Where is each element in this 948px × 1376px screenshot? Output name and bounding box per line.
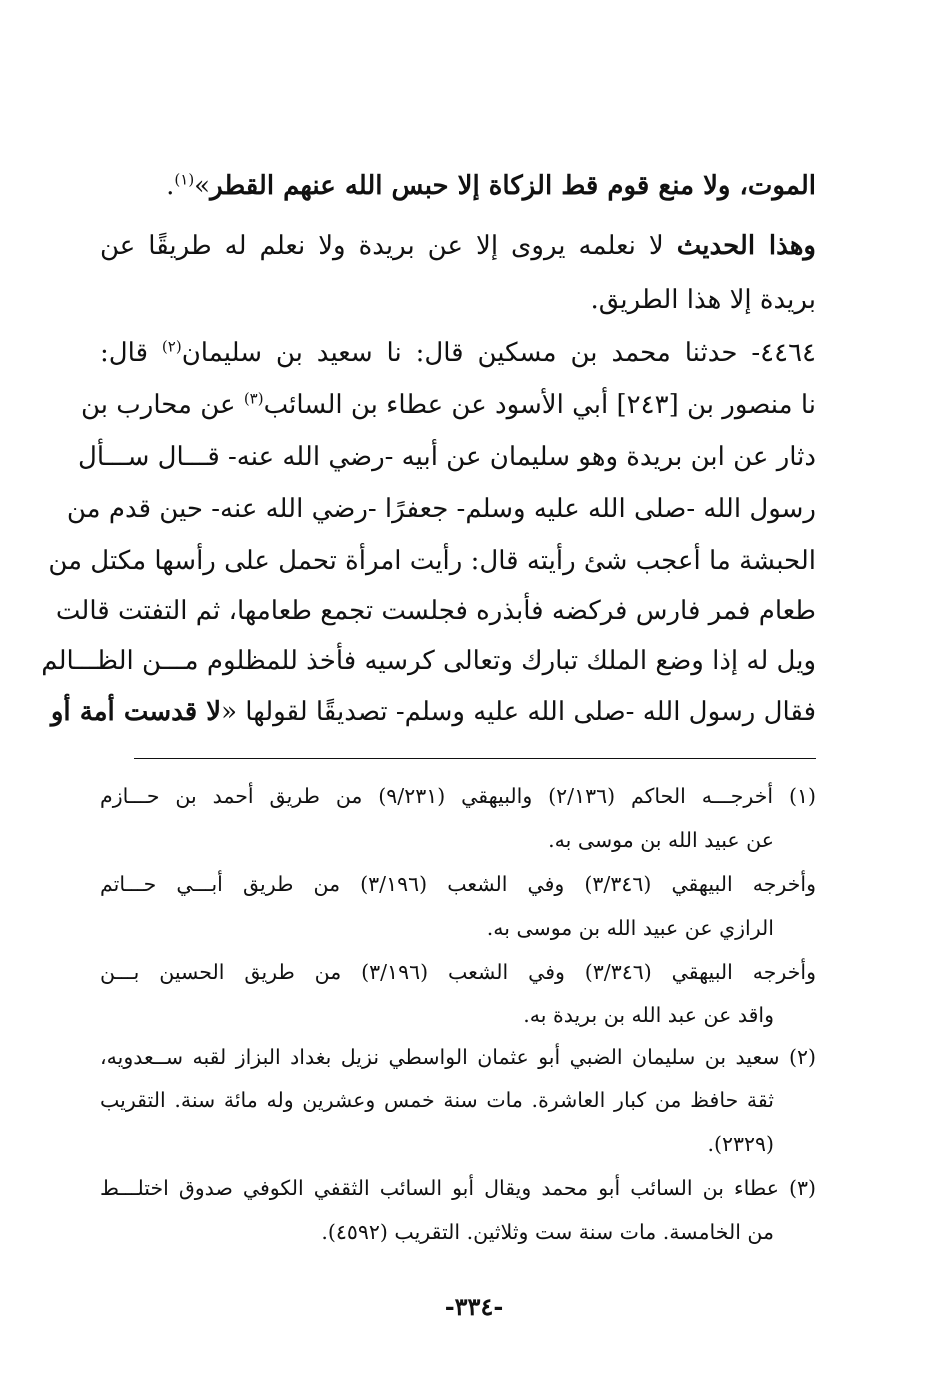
footnote-1-line-4: الرازي عن عبيد الله بن موسى به. xyxy=(486,916,774,940)
footnote-3-line-1: (٣) عطاء بن السائب أبو محمد ويقال أبو السائب الثقفي الكوفي صدوق اختلـــط xyxy=(100,1176,816,1200)
body-line-10: ويل له إذا وضع الملك تبارك وتعالى كرسيه فأخذ للمظلوم مـــن الظـــالم xyxy=(41,646,816,676)
body-line-2 xyxy=(100,226,816,266)
body-text: عن محارب بن xyxy=(81,390,244,420)
body-line-4 xyxy=(100,333,816,373)
footnote-1-line-2: عن عبيد الله بن موسى به. xyxy=(548,828,774,852)
body-line-8: الحبشة ما أعجب شئ رأيته قال: رأيت امرأة تحمل على رأسها مكتل من xyxy=(48,546,816,576)
bold-phrase: وهذا الحديث xyxy=(676,231,816,261)
footnote-2-line-3: (٢٣٢٩). xyxy=(707,1132,774,1156)
body-text: لا نعلمه يروى إلا عن بريدة ولا نعلم له طريقًا عن xyxy=(100,231,677,261)
footnote-1-line-3: وأخرجه البيهقي (٣/٣٤٦) وفي الشعب (٣/١٩٦) من طريق أبـــي حـــاتم xyxy=(100,872,816,896)
body-line-9: طعام فمر فارس فركضه فأبذره فجلست تجمع طعامها، ثم التفتت قالت xyxy=(55,596,816,626)
hadith-text-end: الموت، ولا منع قوم قط الزكاة إلا حبس الله عنهم القطر xyxy=(210,171,816,201)
body-line-7: رسول الله -صلى الله عليه وسلم- جعفرًا -رضي الله عنه- حين قدم من xyxy=(66,494,816,524)
body-line-11 xyxy=(50,692,816,732)
hadith-quote-start: لا قدست أمة أو xyxy=(50,697,222,727)
footnote-1-line-5: وأخرجه البيهقي (٣/٣٤٦) وفي الشعب (٣/١٩٦) من طريق الحسين بـــن xyxy=(100,960,816,984)
footnote-ref-1: (١) xyxy=(174,170,195,189)
page-number: -٣٣٤- xyxy=(444,1292,504,1321)
footnote-separator xyxy=(134,758,816,759)
sentence-end: . xyxy=(166,171,175,201)
body-line-1 xyxy=(100,166,816,206)
body-text: قال: xyxy=(100,338,162,368)
hadith-number-chain: ٤٤٦٤- حدثنا محمد بن مسكين قال: نا سعيد بن سليمان xyxy=(181,338,817,368)
body-text: نا منصور بن [٢٤٣] أبي الأسود عن عطاء بن السائب xyxy=(263,390,816,420)
footnote-2-line-2: ثقة حافظ من كبار العاشرة. مات سنة خمس وعشرين وله مائة سنة. التقريب xyxy=(100,1088,774,1112)
footnote-ref-3: (٣) xyxy=(243,389,264,408)
footnote-1-line-1: (١) أخرجـــه الحاكم (٢/١٣٦) والبيهقي (٩/٢٣١) من طريق أحمد بن حـــازم xyxy=(100,784,816,808)
body-line-5 xyxy=(81,385,816,425)
body-line-3: بريدة إلا هذا الطريق. xyxy=(590,285,816,315)
body-line-6: دثار عن ابن بريدة وهو سليمان عن أبيه -رضي الله عنه- قـــال ســـأل xyxy=(77,442,816,472)
body-text: فقال رسول الله -صلى الله عليه وسلم- تصديقًا لقولها « xyxy=(221,697,816,727)
closing-quote: » xyxy=(194,171,211,201)
footnote-ref-2: (٢) xyxy=(161,337,182,356)
footnote-2-line-1: (٢) سعيد بن سليمان الضبي أبو عثمان الواسطي نزيل بغداد البزاز لقبه ســعدويه، xyxy=(100,1045,816,1069)
footnote-1-line-6: واقد عن عبد الله بن بريدة به. xyxy=(523,1003,774,1027)
footnote-3-line-2: من الخامسة. مات سنة ست وثلاثين. التقريب (٤٥٩٢). xyxy=(321,1220,774,1244)
